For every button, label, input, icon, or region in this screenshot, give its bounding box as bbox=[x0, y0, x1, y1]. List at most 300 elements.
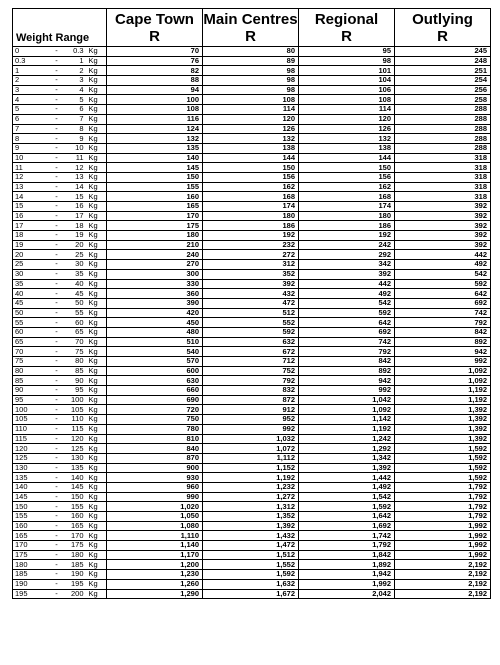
weight-unit: Kg bbox=[87, 66, 107, 76]
rate-outlying: 592 bbox=[395, 279, 491, 289]
rate-outlying: 288 bbox=[395, 124, 491, 134]
weight-unit: Kg bbox=[87, 231, 107, 241]
weight-unit: Kg bbox=[87, 482, 107, 492]
rate-outlying: 1,392 bbox=[395, 434, 491, 444]
range-dash: - bbox=[51, 153, 63, 163]
rate-cape-town: 140 bbox=[107, 153, 203, 163]
weight-from: 175 bbox=[13, 550, 51, 560]
range-dash: - bbox=[51, 560, 63, 570]
range-dash: - bbox=[51, 405, 63, 415]
range-dash: - bbox=[51, 415, 63, 425]
rate-cape-town: 660 bbox=[107, 386, 203, 396]
rate-outlying: 318 bbox=[395, 153, 491, 163]
table-row bbox=[13, 415, 491, 425]
weight-to: 14 bbox=[63, 182, 87, 192]
weight-to: 25 bbox=[63, 250, 87, 260]
weight-unit: Kg bbox=[87, 56, 107, 66]
range-dash: - bbox=[51, 337, 63, 347]
weight-to: 4 bbox=[63, 85, 87, 95]
rate-cape-town: 124 bbox=[107, 124, 203, 134]
weight-unit: Kg bbox=[87, 434, 107, 444]
table-row bbox=[13, 424, 491, 434]
rate-cape-town: 94 bbox=[107, 85, 203, 95]
rate-main-centres: 150 bbox=[203, 163, 299, 173]
rate-cape-town: 840 bbox=[107, 444, 203, 454]
table-row bbox=[13, 541, 491, 551]
rate-outlying: 288 bbox=[395, 114, 491, 124]
range-dash: - bbox=[51, 386, 63, 396]
table-row bbox=[13, 473, 491, 483]
rate-main-centres: 392 bbox=[203, 279, 299, 289]
table-row bbox=[13, 85, 491, 95]
weight-to: 55 bbox=[63, 308, 87, 318]
rate-main-centres: 472 bbox=[203, 298, 299, 308]
weight-from: 19 bbox=[13, 240, 51, 250]
rate-outlying: 842 bbox=[395, 327, 491, 337]
rate-outlying: 792 bbox=[395, 318, 491, 328]
currency-label-cape-town: R bbox=[107, 28, 203, 47]
weight-to: 8 bbox=[63, 124, 87, 134]
rate-regional: 1,392 bbox=[299, 463, 395, 473]
rate-regional: 1,342 bbox=[299, 453, 395, 463]
weight-from: 180 bbox=[13, 560, 51, 570]
rate-main-centres: 712 bbox=[203, 357, 299, 367]
table-row bbox=[13, 395, 491, 405]
table-row bbox=[13, 579, 491, 589]
rate-outlying: 542 bbox=[395, 269, 491, 279]
weight-to: 200 bbox=[63, 589, 87, 599]
range-dash: - bbox=[51, 482, 63, 492]
table-row bbox=[13, 279, 491, 289]
rate-main-centres: 272 bbox=[203, 250, 299, 260]
rate-cape-town: 300 bbox=[107, 269, 203, 279]
range-dash: - bbox=[51, 56, 63, 66]
rate-cape-town: 540 bbox=[107, 347, 203, 357]
range-dash: - bbox=[51, 376, 63, 386]
range-dash: - bbox=[51, 231, 63, 241]
table-row bbox=[13, 463, 491, 473]
weight-to: 18 bbox=[63, 221, 87, 231]
rate-main-centres: 352 bbox=[203, 269, 299, 279]
rate-main-centres: 144 bbox=[203, 153, 299, 163]
range-dash: - bbox=[51, 298, 63, 308]
rate-cape-town: 510 bbox=[107, 337, 203, 347]
rate-regional: 2,042 bbox=[299, 589, 395, 599]
range-dash: - bbox=[51, 570, 63, 580]
rate-main-centres: 1,352 bbox=[203, 512, 299, 522]
rate-cape-town: 1,110 bbox=[107, 531, 203, 541]
rate-regional: 542 bbox=[299, 298, 395, 308]
weight-to: 80 bbox=[63, 357, 87, 367]
weight-to: 30 bbox=[63, 260, 87, 270]
weight-to: 50 bbox=[63, 298, 87, 308]
weight-to: 70 bbox=[63, 337, 87, 347]
table-row bbox=[13, 182, 491, 192]
weight-unit: Kg bbox=[87, 589, 107, 599]
weight-to: 170 bbox=[63, 531, 87, 541]
rate-main-centres: 792 bbox=[203, 376, 299, 386]
rate-regional: 942 bbox=[299, 376, 395, 386]
weight-unit: Kg bbox=[87, 492, 107, 502]
weight-range-header: Weight Range bbox=[13, 28, 107, 47]
table-row bbox=[13, 76, 491, 86]
weight-unit: Kg bbox=[87, 172, 107, 182]
table-row bbox=[13, 405, 491, 415]
rate-outlying: 1,992 bbox=[395, 550, 491, 560]
rate-outlying: 692 bbox=[395, 298, 491, 308]
weight-unit: Kg bbox=[87, 424, 107, 434]
weight-to: 12 bbox=[63, 163, 87, 173]
rate-regional: 144 bbox=[299, 153, 395, 163]
rate-outlying: 642 bbox=[395, 289, 491, 299]
rate-outlying: 392 bbox=[395, 221, 491, 231]
weight-unit: Kg bbox=[87, 182, 107, 192]
weight-from: 8 bbox=[13, 134, 51, 144]
rate-cape-town: 175 bbox=[107, 221, 203, 231]
rate-outlying: 318 bbox=[395, 182, 491, 192]
rate-main-centres: 98 bbox=[203, 85, 299, 95]
table-row bbox=[13, 231, 491, 241]
range-dash: - bbox=[51, 47, 63, 57]
rate-main-centres: 180 bbox=[203, 211, 299, 221]
table-row bbox=[13, 269, 491, 279]
range-dash: - bbox=[51, 289, 63, 299]
rate-regional: 492 bbox=[299, 289, 395, 299]
rate-regional: 162 bbox=[299, 182, 395, 192]
rate-cape-town: 108 bbox=[107, 105, 203, 115]
rate-outlying: 1,992 bbox=[395, 531, 491, 541]
table-row bbox=[13, 134, 491, 144]
range-dash: - bbox=[51, 512, 63, 522]
rate-main-centres: 592 bbox=[203, 327, 299, 337]
rate-main-centres: 1,392 bbox=[203, 521, 299, 531]
rate-cape-town: 330 bbox=[107, 279, 203, 289]
range-dash: - bbox=[51, 541, 63, 551]
weight-to: 175 bbox=[63, 541, 87, 551]
rate-outlying: 318 bbox=[395, 192, 491, 202]
weight-from: 12 bbox=[13, 172, 51, 182]
weight-from: 50 bbox=[13, 308, 51, 318]
rate-main-centres: 1,552 bbox=[203, 560, 299, 570]
rate-regional: 1,492 bbox=[299, 482, 395, 492]
weight-from: 140 bbox=[13, 482, 51, 492]
weight-to: 75 bbox=[63, 347, 87, 357]
weight-unit: Kg bbox=[87, 318, 107, 328]
table-row bbox=[13, 47, 491, 57]
rate-cape-town: 750 bbox=[107, 415, 203, 425]
rate-main-centres: 992 bbox=[203, 424, 299, 434]
weight-unit: Kg bbox=[87, 153, 107, 163]
rate-main-centres: 1,112 bbox=[203, 453, 299, 463]
weight-to: 135 bbox=[63, 463, 87, 473]
rate-outlying: 942 bbox=[395, 347, 491, 357]
table-row bbox=[13, 153, 491, 163]
weight-from: 0 bbox=[13, 47, 51, 57]
range-dash: - bbox=[51, 550, 63, 560]
weight-from: 45 bbox=[13, 298, 51, 308]
range-dash: - bbox=[51, 579, 63, 589]
rate-cape-town: 390 bbox=[107, 298, 203, 308]
rate-outlying: 1,792 bbox=[395, 502, 491, 512]
range-dash: - bbox=[51, 453, 63, 463]
rate-outlying: 318 bbox=[395, 172, 491, 182]
weight-unit: Kg bbox=[87, 211, 107, 221]
rate-regional: 442 bbox=[299, 279, 395, 289]
table-row bbox=[13, 482, 491, 492]
rate-main-centres: 98 bbox=[203, 76, 299, 86]
rate-regional: 392 bbox=[299, 269, 395, 279]
weight-from: 145 bbox=[13, 492, 51, 502]
weight-to: 190 bbox=[63, 570, 87, 580]
weight-from: 85 bbox=[13, 376, 51, 386]
weight-to: 180 bbox=[63, 550, 87, 560]
rate-main-centres: 162 bbox=[203, 182, 299, 192]
range-dash: - bbox=[51, 531, 63, 541]
weight-from: 55 bbox=[13, 318, 51, 328]
rate-main-centres: 1,192 bbox=[203, 473, 299, 483]
weight-unit: Kg bbox=[87, 269, 107, 279]
rate-regional: 992 bbox=[299, 386, 395, 396]
weight-from: 5 bbox=[13, 105, 51, 115]
rate-cape-town: 160 bbox=[107, 192, 203, 202]
table-header bbox=[13, 9, 491, 47]
table-row bbox=[13, 327, 491, 337]
weight-to: 16 bbox=[63, 202, 87, 212]
rate-main-centres: 1,032 bbox=[203, 434, 299, 444]
weight-unit: Kg bbox=[87, 192, 107, 202]
range-dash: - bbox=[51, 143, 63, 153]
weight-unit: Kg bbox=[87, 163, 107, 173]
weight-from: 115 bbox=[13, 434, 51, 444]
rate-regional: 156 bbox=[299, 172, 395, 182]
range-dash: - bbox=[51, 308, 63, 318]
rate-main-centres: 952 bbox=[203, 415, 299, 425]
weight-unit: Kg bbox=[87, 202, 107, 212]
rate-main-centres: 232 bbox=[203, 240, 299, 250]
rate-regional: 242 bbox=[299, 240, 395, 250]
weight-from: 9 bbox=[13, 143, 51, 153]
weight-to: 15 bbox=[63, 192, 87, 202]
table-row bbox=[13, 163, 491, 173]
weight-unit: Kg bbox=[87, 473, 107, 483]
rate-outlying: 1,192 bbox=[395, 395, 491, 405]
weight-unit: Kg bbox=[87, 260, 107, 270]
weight-unit: Kg bbox=[87, 76, 107, 86]
range-dash: - bbox=[51, 192, 63, 202]
weight-unit: Kg bbox=[87, 444, 107, 454]
rate-cape-town: 630 bbox=[107, 376, 203, 386]
rate-cape-town: 690 bbox=[107, 395, 203, 405]
weight-from: 15 bbox=[13, 202, 51, 212]
weight-to: 6 bbox=[63, 105, 87, 115]
weight-to: 45 bbox=[63, 289, 87, 299]
currency-label-regional: R bbox=[299, 28, 395, 47]
rate-outlying: 392 bbox=[395, 202, 491, 212]
rate-outlying: 1,392 bbox=[395, 424, 491, 434]
range-dash: - bbox=[51, 444, 63, 454]
weight-to: 160 bbox=[63, 512, 87, 522]
range-dash: - bbox=[51, 76, 63, 86]
table-body bbox=[13, 47, 491, 599]
table-row bbox=[13, 502, 491, 512]
table-row bbox=[13, 434, 491, 444]
weight-unit: Kg bbox=[87, 289, 107, 299]
rate-outlying: 288 bbox=[395, 105, 491, 115]
rate-outlying: 1,792 bbox=[395, 482, 491, 492]
range-dash: - bbox=[51, 424, 63, 434]
rate-regional: 1,892 bbox=[299, 560, 395, 570]
table-row bbox=[13, 521, 491, 531]
rate-main-centres: 1,512 bbox=[203, 550, 299, 560]
rate-main-centres: 752 bbox=[203, 366, 299, 376]
table-row bbox=[13, 250, 491, 260]
table-row bbox=[13, 444, 491, 454]
rate-cape-town: 1,200 bbox=[107, 560, 203, 570]
weight-from: 25 bbox=[13, 260, 51, 270]
weight-to: 20 bbox=[63, 240, 87, 250]
weight-to: 165 bbox=[63, 521, 87, 531]
column-header-cape-town: Cape Town bbox=[107, 9, 203, 29]
table-row bbox=[13, 105, 491, 115]
weight-unit: Kg bbox=[87, 512, 107, 522]
weight-to: 140 bbox=[63, 473, 87, 483]
rate-outlying: 2,192 bbox=[395, 579, 491, 589]
rate-outlying: 288 bbox=[395, 134, 491, 144]
weight-unit: Kg bbox=[87, 347, 107, 357]
column-header-regional: Regional bbox=[299, 9, 395, 29]
rate-main-centres: 168 bbox=[203, 192, 299, 202]
weight-from: 30 bbox=[13, 269, 51, 279]
rate-cape-town: 82 bbox=[107, 66, 203, 76]
weight-unit: Kg bbox=[87, 308, 107, 318]
weight-unit: Kg bbox=[87, 250, 107, 260]
rate-regional: 106 bbox=[299, 85, 395, 95]
rate-cape-town: 100 bbox=[107, 95, 203, 105]
weight-to: 17 bbox=[63, 211, 87, 221]
table-row bbox=[13, 192, 491, 202]
weight-to: 2 bbox=[63, 66, 87, 76]
rate-regional: 892 bbox=[299, 366, 395, 376]
weight-from: 60 bbox=[13, 327, 51, 337]
rate-cape-town: 135 bbox=[107, 143, 203, 153]
currency-label-outlying: R bbox=[395, 28, 491, 47]
rate-cape-town: 450 bbox=[107, 318, 203, 328]
range-dash: - bbox=[51, 240, 63, 250]
range-dash: - bbox=[51, 114, 63, 124]
table-row bbox=[13, 240, 491, 250]
rate-regional: 692 bbox=[299, 327, 395, 337]
weight-from: 170 bbox=[13, 541, 51, 551]
rate-main-centres: 832 bbox=[203, 386, 299, 396]
rate-main-centres: 312 bbox=[203, 260, 299, 270]
rate-outlying: 992 bbox=[395, 357, 491, 367]
weight-to: 19 bbox=[63, 231, 87, 241]
weight-unit: Kg bbox=[87, 366, 107, 376]
weight-from: 13 bbox=[13, 182, 51, 192]
weight-unit: Kg bbox=[87, 531, 107, 541]
rate-regional: 1,942 bbox=[299, 570, 395, 580]
table-row bbox=[13, 260, 491, 270]
weight-unit: Kg bbox=[87, 560, 107, 570]
weight-to: 7 bbox=[63, 114, 87, 124]
rate-regional: 1,142 bbox=[299, 415, 395, 425]
rate-regional: 1,842 bbox=[299, 550, 395, 560]
rate-regional: 842 bbox=[299, 357, 395, 367]
weight-from: 185 bbox=[13, 570, 51, 580]
weight-from: 110 bbox=[13, 424, 51, 434]
rate-outlying: 742 bbox=[395, 308, 491, 318]
weight-unit: Kg bbox=[87, 395, 107, 405]
rate-regional: 642 bbox=[299, 318, 395, 328]
weight-from: 3 bbox=[13, 85, 51, 95]
rate-cape-town: 170 bbox=[107, 211, 203, 221]
rate-main-centres: 138 bbox=[203, 143, 299, 153]
rate-main-centres: 1,312 bbox=[203, 502, 299, 512]
rate-main-centres: 132 bbox=[203, 134, 299, 144]
table-row bbox=[13, 589, 491, 599]
rate-cape-town: 1,080 bbox=[107, 521, 203, 531]
weight-unit: Kg bbox=[87, 85, 107, 95]
weight-from: 150 bbox=[13, 502, 51, 512]
weight-to: 1 bbox=[63, 56, 87, 66]
rate-outlying: 1,392 bbox=[395, 415, 491, 425]
weight-from: 2 bbox=[13, 76, 51, 86]
range-dash: - bbox=[51, 221, 63, 231]
rate-cape-town: 480 bbox=[107, 327, 203, 337]
range-dash: - bbox=[51, 502, 63, 512]
range-dash: - bbox=[51, 269, 63, 279]
rate-main-centres: 108 bbox=[203, 95, 299, 105]
weight-unit: Kg bbox=[87, 143, 107, 153]
rate-main-centres: 1,072 bbox=[203, 444, 299, 454]
table-row bbox=[13, 531, 491, 541]
weight-unit: Kg bbox=[87, 47, 107, 57]
rate-cape-town: 1,170 bbox=[107, 550, 203, 560]
rate-regional: 1,792 bbox=[299, 541, 395, 551]
weight-to: 195 bbox=[63, 579, 87, 589]
rate-cape-town: 900 bbox=[107, 463, 203, 473]
rate-main-centres: 1,672 bbox=[203, 589, 299, 599]
rate-cape-town: 132 bbox=[107, 134, 203, 144]
weight-to: 115 bbox=[63, 424, 87, 434]
weight-to: 5 bbox=[63, 95, 87, 105]
weight-from: 65 bbox=[13, 337, 51, 347]
rate-cape-town: 930 bbox=[107, 473, 203, 483]
weight-from: 90 bbox=[13, 386, 51, 396]
rate-regional: 138 bbox=[299, 143, 395, 153]
rate-main-centres: 98 bbox=[203, 66, 299, 76]
table-row bbox=[13, 172, 491, 182]
rate-cape-town: 1,020 bbox=[107, 502, 203, 512]
rate-regional: 174 bbox=[299, 202, 395, 212]
weight-unit: Kg bbox=[87, 521, 107, 531]
weight-from: 165 bbox=[13, 531, 51, 541]
table-row bbox=[13, 298, 491, 308]
table-row bbox=[13, 211, 491, 221]
rate-regional: 104 bbox=[299, 76, 395, 86]
range-dash: - bbox=[51, 279, 63, 289]
rate-main-centres: 126 bbox=[203, 124, 299, 134]
rate-regional: 101 bbox=[299, 66, 395, 76]
rate-cape-town: 600 bbox=[107, 366, 203, 376]
rate-outlying: 1,992 bbox=[395, 541, 491, 551]
weight-unit: Kg bbox=[87, 337, 107, 347]
weight-unit: Kg bbox=[87, 279, 107, 289]
rate-outlying: 254 bbox=[395, 76, 491, 86]
range-dash: - bbox=[51, 124, 63, 134]
rate-outlying: 492 bbox=[395, 260, 491, 270]
rate-cape-town: 1,260 bbox=[107, 579, 203, 589]
